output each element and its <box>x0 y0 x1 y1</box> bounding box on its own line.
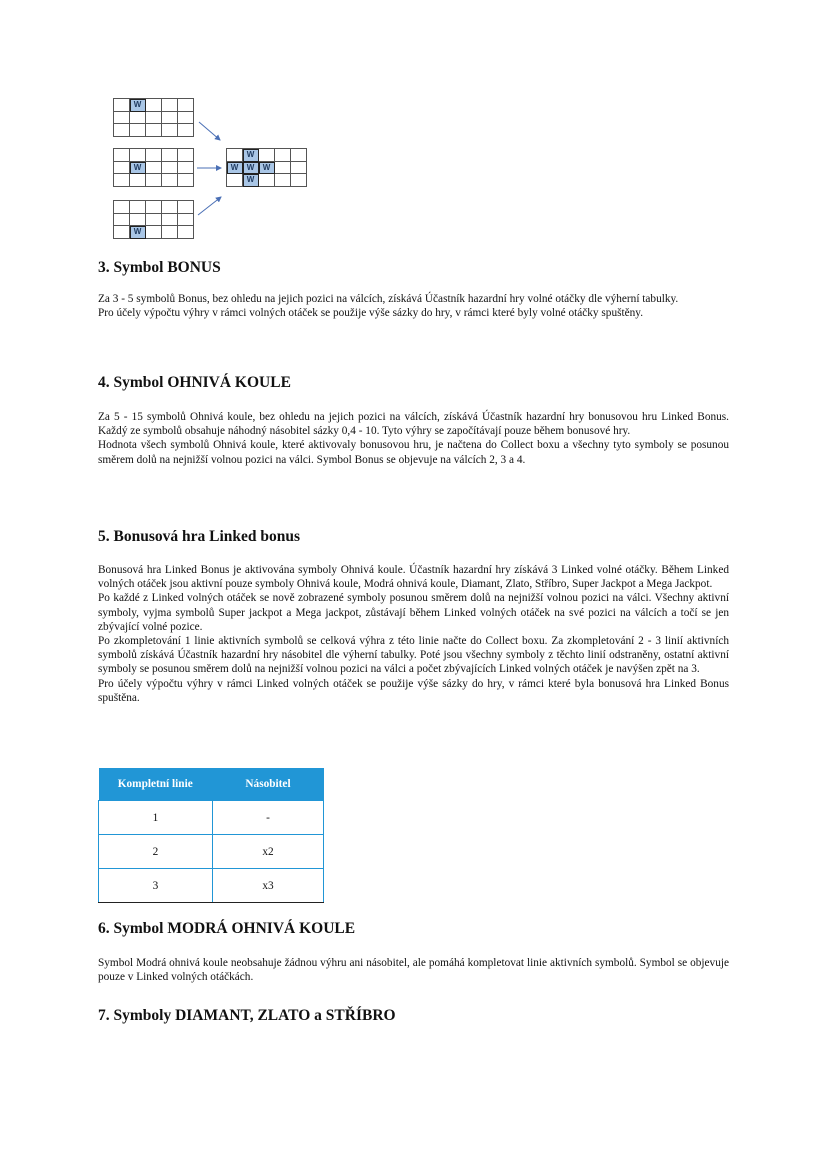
arrow-icon <box>199 122 220 140</box>
paragraph: Za 5 - 15 symbolů Ohnivá koule, bez ohledu na jejich pozici na válcích, získává Účastník hazardní hry bonusovou hru Linked Bonus. Každý ze symbolů obsahuje náhodný násobitel sázky 0,4 - 10. Tyto výhry se započítávají pouze během bonusové hry. <box>98 411 729 438</box>
cell-multiplier: x2 <box>213 835 324 869</box>
paragraph: Za 3 - 5 symbolů Bonus, bez ohledu na jejich pozici na válcích, získává Účastník hazardní hry volné otáčky dle výherní tabulky. <box>98 293 679 305</box>
wild-symbol-cell: W <box>259 162 275 175</box>
reel-cell <box>162 214 178 227</box>
cell-lines: 2 <box>99 835 213 869</box>
table-row <box>99 835 324 869</box>
reel-cell <box>130 124 146 137</box>
reel-cell <box>291 174 307 187</box>
reel-cell <box>146 201 162 214</box>
section-heading-blue-fireball: 6. Symbol MODRÁ OHNIVÁ KOULE <box>98 920 356 937</box>
cell-lines: 1 <box>99 801 213 835</box>
reel-cell <box>178 162 194 175</box>
reel-cell <box>178 214 194 227</box>
section-body-linked-bonus <box>98 563 729 705</box>
reel-cell <box>114 174 130 187</box>
wild-symbol-cell: W <box>227 162 243 175</box>
cell-multiplier: - <box>213 801 324 835</box>
result-grid <box>226 148 307 187</box>
reel-cell <box>275 174 291 187</box>
reel-cell <box>162 226 178 239</box>
reel-cell <box>178 99 194 112</box>
reel-cell <box>178 201 194 214</box>
reel-cell <box>114 124 130 137</box>
reel-cell <box>178 149 194 162</box>
reel-cell <box>146 112 162 125</box>
column-header-complete-lines: Kompletní linie <box>99 768 213 801</box>
reel-cell <box>178 226 194 239</box>
reel-cell <box>227 174 243 187</box>
paragraph: Symbol Modrá ohnivá koule neobsahuje žádnou výhru ani násobitel, ale pomáhá kompletovat linie aktivních symbolů. Symbol se objevuje pouze v Linked volných otáčkách. <box>98 957 729 984</box>
paragraph: Hodnota všech symbolů Ohnivá koule, které aktivovaly bonusovou hru, je načtena do Collect boxu a všechny tyto symboly se posunou směrem dolů na nejnižší volnou pozici na válci. Symbol Bonus se objevuje na válcích 2, 3 a 4. <box>98 439 729 466</box>
reel-cell <box>178 174 194 187</box>
reel-cell <box>114 112 130 125</box>
source-grid-3 <box>113 200 194 239</box>
reel-cell <box>227 149 243 162</box>
reel-cell <box>130 149 146 162</box>
reel-cell <box>162 174 178 187</box>
source-grid-2 <box>113 148 194 187</box>
reel-cell <box>130 174 146 187</box>
reel-cell <box>114 149 130 162</box>
reel-cell <box>291 162 307 175</box>
column-header-multiplier: Násobitel <box>213 768 324 801</box>
section-heading-fireball: 4. Symbol OHNIVÁ KOULE <box>98 374 291 391</box>
section-heading-bonus: 3. Symbol BONUS <box>98 259 221 276</box>
reel-cell <box>162 124 178 137</box>
reel-cell <box>162 112 178 125</box>
wild-symbol-cell: W <box>243 149 259 162</box>
reel-cell <box>146 149 162 162</box>
paragraph: Pro účely výpočtu výhry v rámci volných otáček se použije výše sázky do hry, v rámci které byly volné otáčky spuštěny. <box>98 307 644 320</box>
section-heading-linked-bonus: 5. Bonusová hra Linked bonus <box>98 528 301 545</box>
reel-cell <box>114 162 130 175</box>
reel-cell <box>114 201 130 214</box>
reel-cell <box>178 124 194 137</box>
reel-cell <box>146 214 162 227</box>
reel-cell <box>130 214 146 227</box>
reel-cell <box>114 214 130 227</box>
paragraph: Bonusová hra Linked Bonus je aktivována symboly Ohnivá koule. Účastník hazardní hry získává 3 Linked volné otáčky. Během Linked volných otáček jsou aktivní pouze symboly Ohnivá koule, Modrá ohnivá koule, Diamant, Zlato, Stříbro, Super Jackpot a Mega Jackpot. <box>98 564 729 591</box>
reel-cell <box>162 99 178 112</box>
table-header-row <box>99 768 324 801</box>
reel-cell <box>146 99 162 112</box>
section-body-bonus <box>98 292 729 320</box>
reel-cell <box>275 149 291 162</box>
reel-cell <box>162 162 178 175</box>
paragraph: Po každé z Linked volných otáček se nově zobrazené symboly posunou směrem dolů na nejnižší volnou pozici na válci. Všechny aktivní symboly, vyjma symbolů Super jackpot a Mega jackpot, zůstávají během Linked volných otáček na své pozici na válcích a točí se jen zbývající volné pozice. <box>98 592 729 633</box>
reel-cell <box>130 112 146 125</box>
source-grid-1 <box>113 98 194 137</box>
reel-cell <box>291 149 307 162</box>
reel-cell <box>146 226 162 239</box>
table-row <box>99 869 324 903</box>
paragraph: Po zkompletování 1 linie aktivních symbolů se celková výhra z této linie načte do Collect boxu. Za zkompletování 2 - 3 linií aktivních symbolů získává Účastník hazardní hry násobitel dle výherní tabulky. Poté jsou všechny symboly z těchto linií odstraněny, ostatní aktivní symboly se posunou směrem dolů na nejnižší volnou pozici na válci a počet zbývajících Linked volných otáček je navýšen zpět na 3. <box>98 635 729 676</box>
cell-lines: 3 <box>99 869 213 903</box>
wild-symbol-cell: W <box>130 226 146 239</box>
cell-multiplier: x3 <box>213 869 324 903</box>
reel-cell <box>130 201 146 214</box>
section-body-blue-fireball <box>98 956 729 984</box>
reel-cell <box>146 174 162 187</box>
wild-symbol-cell: W <box>243 162 259 175</box>
paragraph: Pro účely výpočtu výhry v rámci Linked volných otáček se použije výše sázky do hry, v rámci které byla bonusová hra Linked Bonus spuštěna. <box>98 677 729 704</box>
wild-symbol-cell: W <box>243 174 259 187</box>
arrow-icon <box>198 197 221 215</box>
reel-cell <box>259 149 275 162</box>
wild-symbol-cell: W <box>130 162 146 175</box>
multiplier-table <box>98 768 324 903</box>
reel-cell <box>275 162 291 175</box>
wild-symbol-cell: W <box>130 99 146 112</box>
section-heading-diamond-gold-silver: 7. Symboly DIAMANT, ZLATO a STŘÍBRO <box>98 1007 396 1024</box>
reel-cell <box>259 174 275 187</box>
reel-cell <box>178 112 194 125</box>
section-body-fireball <box>98 410 729 467</box>
reel-cell <box>114 99 130 112</box>
reel-cell <box>162 201 178 214</box>
table-row <box>99 801 324 835</box>
reel-cell <box>146 162 162 175</box>
reel-cell <box>162 149 178 162</box>
reel-cell <box>114 226 130 239</box>
reel-cell <box>146 124 162 137</box>
